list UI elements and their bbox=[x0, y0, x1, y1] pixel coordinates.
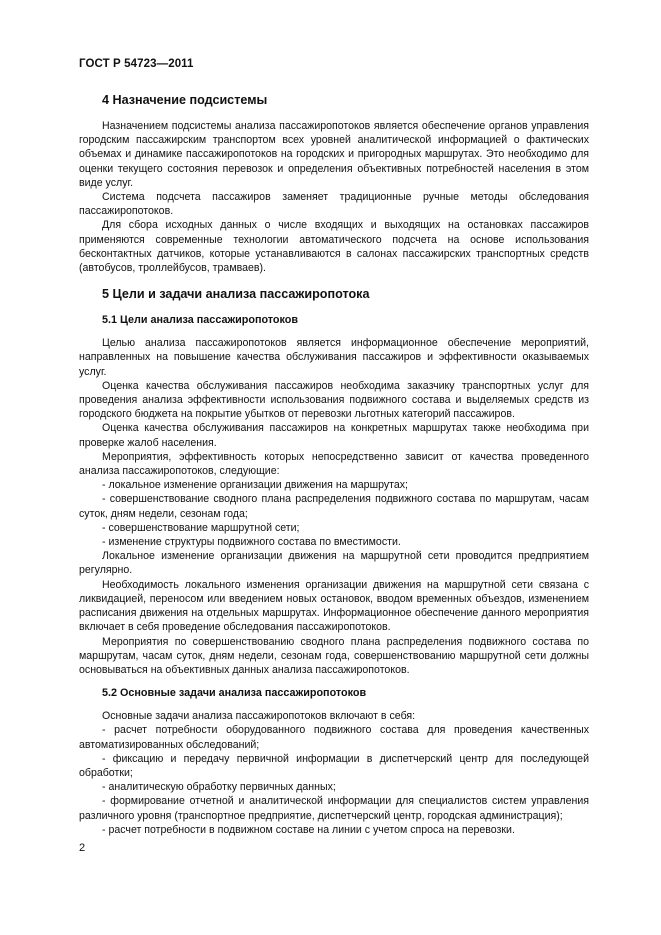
paragraph: Назначением подсистемы анализа пассажиропотоков является обеспечение органов управления городским пассажирским транспортом всех уровней аналитической информацией о фактических объемах и динамике пассажиропотоков на городских и пригородных маршрутах. Это необходимо для оценки текущего состояния перевозок и определения объективных потребностей населения в этом виде услуг. bbox=[79, 120, 589, 189]
section-4-title: 4 Назначение подсистемы bbox=[102, 93, 268, 107]
paragraph: Основные задачи анализа пассажиропотоков включают в себя: bbox=[102, 710, 416, 723]
list-item: - фиксацию и передачу первичной информации в диспетчерский центр для последующей обработки; bbox=[79, 752, 589, 779]
list-item: - совершенствование маршрутной сети; bbox=[102, 521, 300, 534]
subsection-5-1-title: 5.1 Цели анализа пассажиропотоков bbox=[102, 314, 299, 327]
section-5-title: 5 Цели и задачи анализа пассажиропотока bbox=[102, 287, 370, 302]
list-item: - расчет потребности в подвижном составе на линии с учетом спроса на перевозки. bbox=[102, 823, 515, 836]
list-item: - формирование отчетной и аналитической информации для специалистов систем управления различного уровня (транспортное предприятие, диспетчерский центр, городская администрация); bbox=[79, 795, 589, 822]
paragraph: Локальное изменение организации движения на маршрутной сети проводится предприятием регулярно. bbox=[79, 550, 589, 577]
list-item: - совершенствование сводного плана распределения подвижного состава по маршрутам, часам суток, дням недели, сезонам года; bbox=[79, 493, 589, 520]
subsection-5-2-title: 5.2 Основные задачи анализа пассажиропотоков bbox=[102, 687, 367, 700]
paragraph: Оценка качества обслуживания пассажиров необходима заказчику транспортных услуг для проведения анализа эффективности использования подвижного состава и выделяемых средств из городского бюджета на покрытие убытков от перевозки льготных категорий пассажиров. bbox=[79, 379, 589, 421]
paragraph: Мероприятия по совершенствованию сводного плана распределения подвижного состава по маршрутам, часам суток, дням недели, сезонам года, совершенствованию маршрутной сети должны основываться на объективных данных анализа пассажиропотоков. bbox=[79, 635, 589, 676]
paragraph: Для сбора исходных данных о числе входящих и выходящих на остановках пассажиров применяются современные технологии автоматического подсчета на основе использования бесконтактных датчиков, которые устанавливаются в салонах пассажирских транспортных средств (автобусов, троллейбусов, трамваев). bbox=[79, 219, 589, 275]
paragraph: Целью анализа пассажиропотоков является информационное обеспечение мероприятий, направленных на повышение качества обслуживания пассажиров и эффективности оказываемых услуг. bbox=[79, 337, 589, 378]
list-item: - расчет потребности оборудованного подвижного состава для проведения качественных автоматизированных обследований; bbox=[79, 724, 589, 751]
page-number: 2 bbox=[79, 842, 86, 854]
list-item: - локальное изменение организации движения на маршрутах; bbox=[102, 479, 409, 492]
paragraph: Система подсчета пассажиров заменяет традиционные ручные методы обследования пассажиропотоков. bbox=[79, 191, 589, 218]
list-item: - аналитическую обработку первичных данных; bbox=[102, 781, 336, 794]
document-code: ГОСТ Р 54723—2011 bbox=[79, 58, 194, 70]
paragraph: Оценка качества обслуживания пассажиров на конкретных маршрутах также необходима при проверке жалоб населения. bbox=[79, 422, 589, 449]
paragraph: Мероприятия, эффективность которых непосредственно зависит от качества проведенного анализа пассажиропотоков, следующие: bbox=[79, 450, 589, 478]
list-item: - изменение структуры подвижного состава по вместимости. bbox=[102, 536, 401, 549]
document-body bbox=[79, 92, 589, 837]
paragraph: Необходимость локального изменения организации движения на маршрутной сети связана с ликвидацией, переносом или введением новых остановок, вводом временных объездов, изменением расписания движения на отдельных маршрутах. Информационное обеспечение данного мероприятия включает в себя проведение обследования пассажиропотоков. bbox=[79, 578, 589, 634]
